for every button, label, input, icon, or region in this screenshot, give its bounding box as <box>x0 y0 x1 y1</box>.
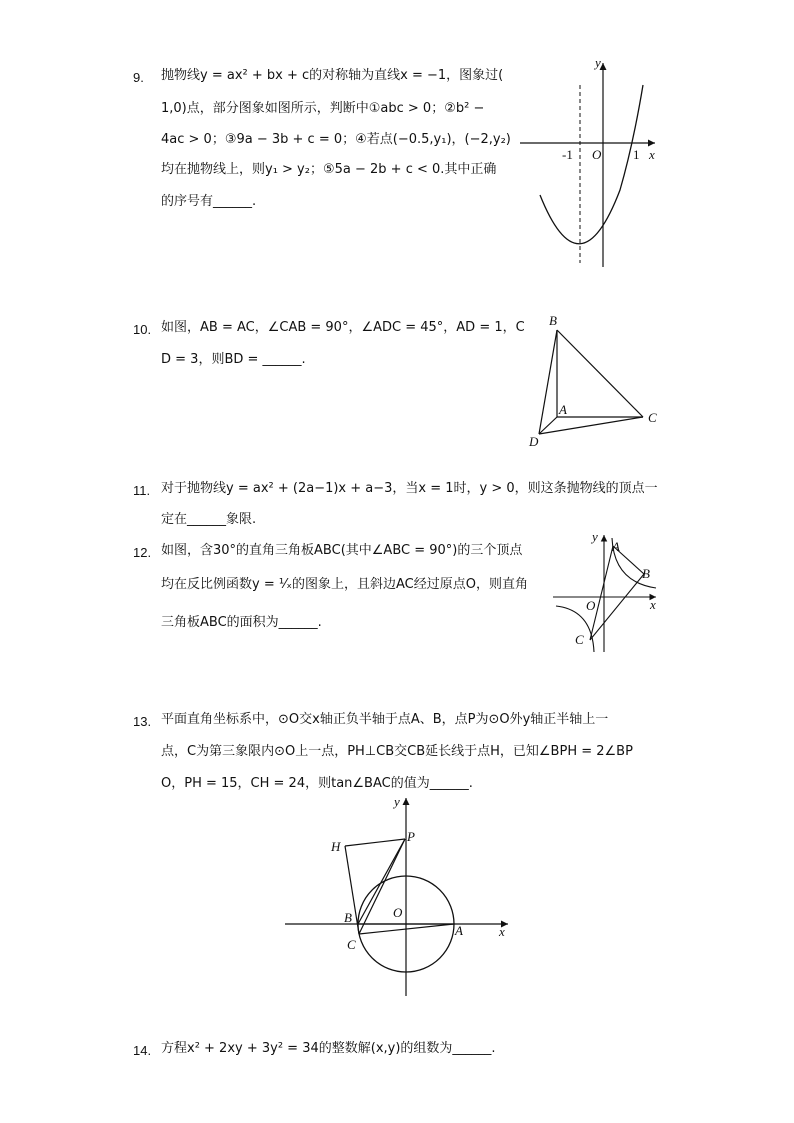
point-label-a: A <box>455 923 463 938</box>
point-label-a: A <box>559 402 567 417</box>
point-label-a: A <box>612 539 620 554</box>
circle-figure <box>283 793 513 998</box>
y-axis-label: y <box>394 794 400 809</box>
question-number: 9. <box>133 70 144 85</box>
question-number: 12. <box>133 545 152 560</box>
x-axis-label: x <box>650 597 656 612</box>
triangle-figure <box>525 312 665 452</box>
question-text-line: 均在反比例函数y = ¹⁄ₓ的图象上，且斜边AC经过原点O，则直角 <box>161 577 528 592</box>
point-label-b: B <box>549 313 557 328</box>
question-number: 10. <box>133 322 152 337</box>
question-text-line: 4ac > 0；③9a − 3b + c = 0；④若点(−0.5,y₁)，(−2,y₂) <box>161 132 511 147</box>
origin-label: O <box>586 598 596 613</box>
point-label-c: C <box>575 632 584 647</box>
point-label-d: D <box>529 434 539 449</box>
question-text-line: 抛物线y = ax² + bx + c的对称轴为直线x = −1，图象过( <box>161 68 504 83</box>
point-label-b: B <box>642 566 650 581</box>
y-axis-label: y <box>592 529 598 544</box>
question-text-line: 三角板ABC的面积为______. <box>161 615 322 630</box>
question-text-line: 均在抛物线上，则y₁ > y₂；⑤5a − 2b + c < 0.其中正确 <box>161 162 497 177</box>
parabola-curve <box>540 85 643 244</box>
point-label-b: B <box>344 910 352 925</box>
y-axis-label: y <box>595 55 601 70</box>
point-label-c: C <box>347 937 356 952</box>
tick-label-pos: 1 <box>633 147 640 162</box>
x-axis-label: x <box>499 924 505 939</box>
question-text-line: 如图，AB = AC，∠CAB = 90°，∠ADC = 45°，AD = 1，C <box>161 320 525 335</box>
question-text-line: 定在______象限. <box>161 512 257 527</box>
origin-label: O <box>592 147 602 162</box>
question-text-line: D = 3，则BD = ______. <box>161 352 306 367</box>
question-text-line: 对于抛物线y = ax² + (2a−1)x + a−3，当x = 1时，y > 0，则这条抛物线的顶点一 <box>161 481 658 496</box>
origin-label: O <box>393 905 403 920</box>
question-number: 13. <box>133 714 152 729</box>
point-label-p: P <box>407 829 415 844</box>
point-label-h: H <box>331 839 341 854</box>
question-text-line: 方程x² + 2xy + 3y² = 34的整数解(x,y)的组数为______. <box>161 1041 496 1056</box>
question-text-line: O，PH = 15，CH = 24，则tan∠BAC的值为______. <box>161 776 473 791</box>
question-text-line: 平面直角坐标系中，⊙O交x轴正负半轴于点A、B，点P为⊙O外y轴正半轴上一 <box>161 712 609 727</box>
question-text-line: 点，C为第三象限内⊙O上一点，PH⊥CB交CB延长线于点H，已知∠BPH = 2∠BP <box>161 744 633 759</box>
question-text-line: 如图，含30°的直角三角板ABC(其中∠ABC = 90°)的三个顶点 <box>161 543 523 558</box>
parabola-figure <box>515 55 665 275</box>
question-number: 14. <box>133 1043 152 1058</box>
point-label-c: C <box>648 410 657 425</box>
question-text-line: 1,0)点，部分图象如图所示，判断中①abc > 0；②b² − <box>161 101 485 116</box>
x-axis-label: x <box>649 147 655 162</box>
hyperbola-figure <box>548 530 668 655</box>
question-number: 11. <box>133 483 151 498</box>
tick-label-neg: -1 <box>562 147 573 162</box>
question-text-line: 的序号有______. <box>161 194 257 209</box>
